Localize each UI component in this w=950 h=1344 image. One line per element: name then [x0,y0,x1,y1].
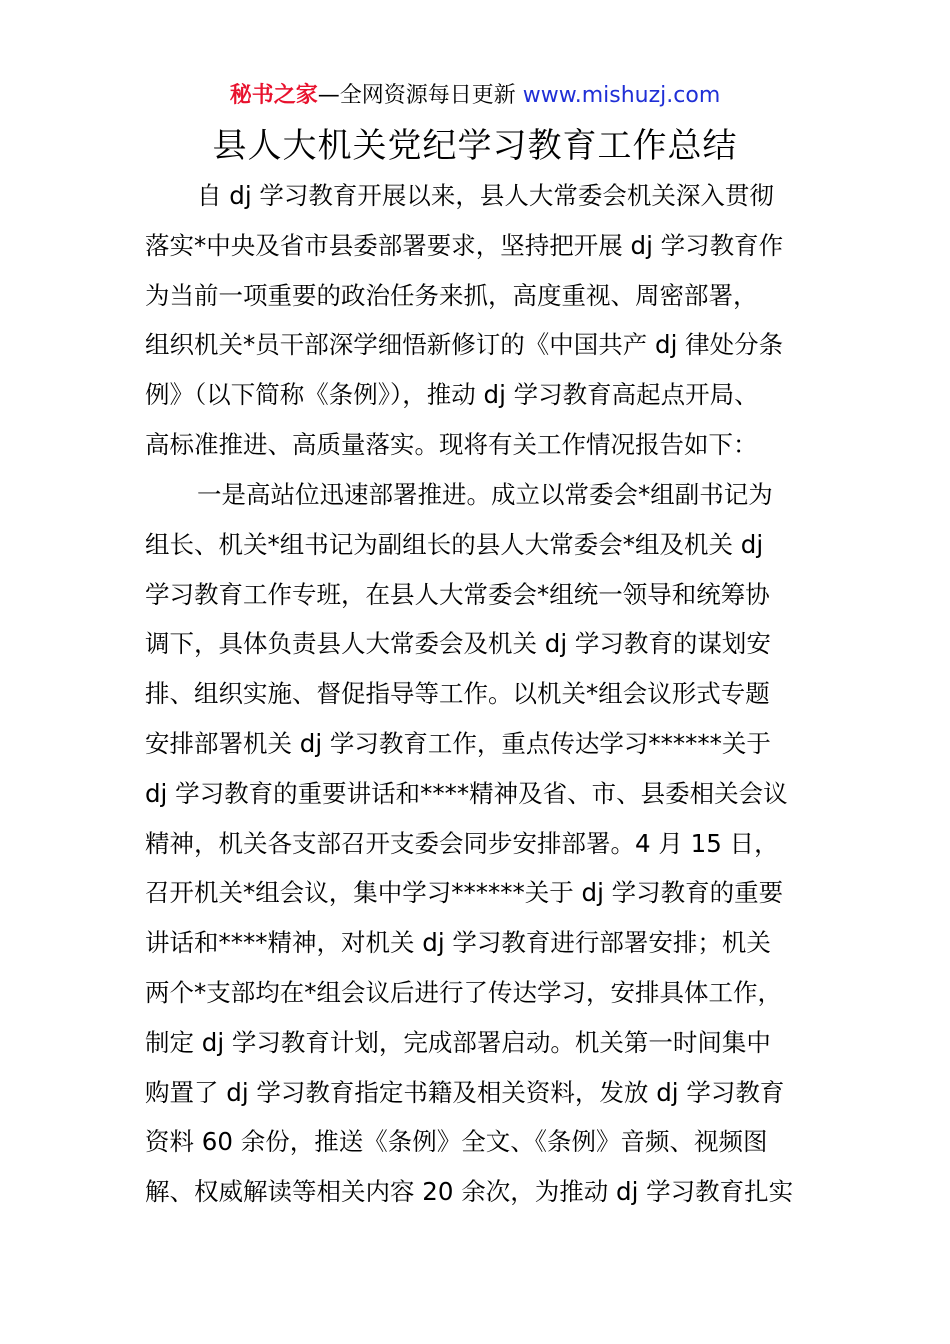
text-line: 学习教育工作专班，在县人大常委会*组统一领导和统筹协 [145,579,770,609]
body-paragraph-intro [145,171,815,470]
brand-name: 秘书之家 [229,83,318,108]
text-line: 安排部署机关 dj 学习教育工作，重点传达学习******关于 [145,728,771,758]
text-line: 例》（以下简称《条例》），推动 dj 学习教育高起点开局、 [145,380,759,410]
text-line: 组长、机关*组书记为副组长的县人大常委会*组及机关 dj [145,529,764,559]
text-line: 落实*中央及省市县委部署要求，坚持把开展 dj 学习教育作 [145,230,784,260]
text-line: 一是高站位迅速部署推进。成立以常委会*组副书记为 [197,480,773,509]
text-line: 组织机关*员干部深学细悟新修订的《中国共产 dj 律处分条 [145,330,784,360]
text-line: 高标准推进、高质量落实。现将有关工作情况报告如下： [145,429,758,459]
text-line: 排、组织实施、督促指导等工作。以机关*组会议形式专题 [145,679,770,709]
text-line: 制定 dj 学习教育计划，完成部署启动。机关第一时间集中 [145,1027,771,1057]
text-line: 调下，具体负责县人大常委会及机关 dj 学习教育的谋划安 [145,629,771,659]
text-line: 自 dj 学习教育开展以来，县人大常委会机关深入贯彻 [197,181,774,210]
text-line: dj 学习教育的重要讲话和****精神及省、市、县委相关会议 [145,778,788,808]
text-line: 精神，机关各支部召开支委会同步安排部署。4 月 15 日， [145,828,779,858]
text-line: 召开机关*组会议，集中学习******关于 dj 学习教育的重要 [145,878,784,908]
site-header [0,80,950,112]
body-paragraph-section-one [145,470,815,1217]
text-line: 两个*支部均在*组会议后进行了传达学习，安排具体工作， [145,977,782,1007]
header-tagline: —全网资源每日更新 [317,83,516,108]
text-line: 解、权威解读等相关内容 20 余次，为推动 dj 学习教育扎实 [145,1177,794,1207]
site-url-link[interactable]: www.mishuzj.com [522,83,721,108]
text-line: 资料 60 余份，推送《条例》全文、《条例》音频、视频图 [145,1127,768,1157]
text-line: 讲话和****精神，对机关 dj 学习教育进行部署安排；机关 [145,928,771,958]
text-line: 为当前一项重要的政治任务来抓，高度重视、周密部署， [145,280,758,310]
page-title: 县人大机关党纪学习教育工作总结 [212,126,738,166]
text-line: 购置了 dj 学习教育指定书籍及相关资料，发放 dj 学习教育 [145,1077,785,1107]
